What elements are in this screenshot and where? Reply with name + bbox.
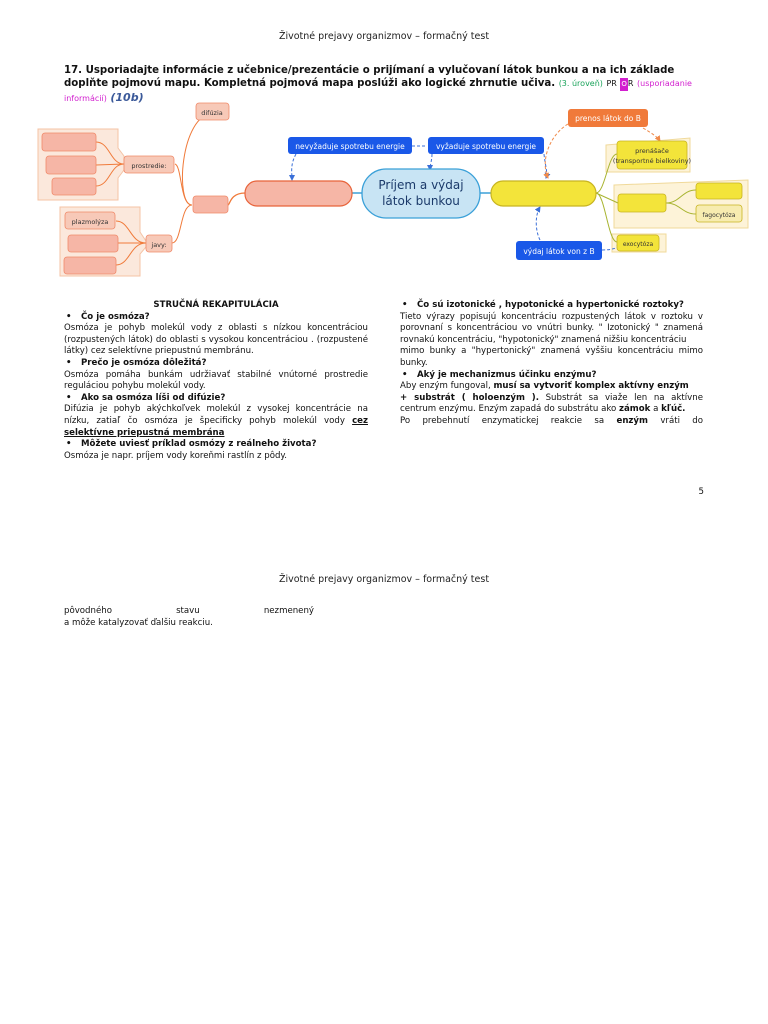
blank-node [42,133,96,151]
exocytoza-label: exocytóza [622,241,654,248]
page-header: Životné prejavy organizmov – formačný test [278,31,490,42]
page-2-word-1: pôvodného [64,606,112,616]
answer-6b-and: a [653,404,659,415]
plazmolyza-label: plazmolýza [71,218,109,226]
blank-node [46,156,96,174]
question-4: • Môžete uviesť príklad osmózy z reálneho života? [64,439,368,451]
blank-node [64,257,116,274]
blank-main-node-left [245,181,352,206]
question-2: • Prečo je osmóza dôležitá? [64,358,368,370]
answer-6c [400,416,703,428]
left-column [64,300,368,462]
question-1: • Čo je osmóza? [64,312,368,324]
pr-label: PR [606,79,617,88]
answer-6b [400,393,703,416]
blank-node [52,178,96,195]
answer-2: Osmóza pomáha bunkám udržiavať stabilné vnútorné prostredie reguláciou pohybu molekúl vody. [64,369,368,392]
answer-4: Osmóza je napr. príjem vody koreňmi rastlín z pôdy. [64,450,288,461]
answer-6a-bold: musí sa vytvoriť komplex aktívny enzým [493,381,689,392]
question-3: • Ako sa osmóza líši od difúzie? [64,393,368,405]
answer-6b-zamok: zámok [619,404,651,415]
task-text: 17. Usporiadajte informácie z učebnice/prezentácie o prijímaní a vylučovaní látok bunkou a na ich základe doplňte pojmovú mapu. Kompletná pojmová mapa poslúži ako logické zhrnutie učiva. [64,65,675,89]
answer-6a [400,381,703,393]
answer-6c-text: Po prebehnutí enzymatickej reakcie sa [400,415,605,426]
question-5: • Čo sú izotonické , hypotonické a hypertonické roztoky? [400,300,703,312]
blank-node [193,196,228,213]
answer-6b-text: Substrát sa viaže len na aktívne centrum enzýmu. Enzým zapadá do substrátu ako [400,392,703,415]
page-2-header: Životné prejavy organizmov – formačný test [278,574,490,585]
answer-3-emphasis: cez selektívne priepustná membrána [64,415,368,438]
answer-6a-text: Aby enzým fungoval, [400,381,491,392]
page-2-word-2: stavu [176,606,200,616]
right-column [400,300,703,428]
answer-5b: mimo bunky a "hypertonický" znamená vyššiu koncentráciu mimo bunky. [400,346,703,368]
prostredie-label: prostredie: [131,162,167,170]
tag-energy-label: vyžaduje spotrebu energie [435,142,537,151]
tag-output-label: výdaj látok von z B [523,247,595,256]
answer-1: Osmóza je pohyb molekúl vody z oblasti s nízkou koncentráciou (rozpustených látok) do oblasti s vysokou koncentráciou . (rozpustené látky) cez selektívne priepustnú membránu. [64,323,368,357]
level-label: (3. úroveň) [558,79,603,88]
blank-main-node-right [491,181,596,206]
question-6: • Aký je mechanizmus účinku enzýmu? [400,370,703,382]
o-box: O [620,78,628,91]
r-label: R [627,79,634,88]
answer-6b-bold: + substrát ( holoenzým ). [400,392,539,403]
page-number: 5 [698,487,704,497]
answer-3-text: Difúzia je pohyb akýchkoľvek molekúl z vysokej koncentrácie na nízku, zatiaľ čo osmóza je špecificky pohyb molekúl vody [64,404,368,426]
prenasace-label-1: prenášače [635,147,669,155]
fagocytoza-label: fagocytóza [702,212,736,219]
page-2-word-3: nezmenený [263,606,314,616]
blank-node [696,183,742,199]
concept-map [0,95,768,295]
task-hint: (usporiadanie informácií) [64,79,692,103]
javy-label: javy: [151,241,167,249]
tag-transport-label: prenos látok do B [575,114,641,123]
center-line2: látok bunkou [382,194,460,208]
difuzia-label: difúzia [201,109,223,117]
page-2-line-2: a môže katalyzovať ďalšiu reakciu. [64,617,213,628]
answer-3 [64,404,368,439]
blank-node [618,194,666,212]
recap-title: STRUČNÁ REKAPITULÁCIA [153,300,279,310]
answer-5a: Tieto výrazy popisujú koncentráciu rozpustených látok v roztoku v porovnaní s koncentráciou vo vnútri bunky. " Izotonický " znamená rovnakú koncentráciu, "hypotonický" znamená nižšiu koncentráciu [400,311,703,345]
answer-6c-bold: enzým [616,415,648,426]
answer-6b-kluc: kľúč. [661,404,686,415]
page-2-line-1 [64,606,314,618]
page-2-text [64,606,314,629]
task-points: (10b) [110,91,144,104]
tag-no-energy-label: nevyžaduje spotrebu energie [295,142,405,151]
center-line1: Príjem a výdaj [378,178,464,192]
answer-6c-end: vráti do [660,415,704,426]
blank-node [68,235,118,252]
prenasace-label-2: (transportné bielkoviny) [612,157,692,165]
